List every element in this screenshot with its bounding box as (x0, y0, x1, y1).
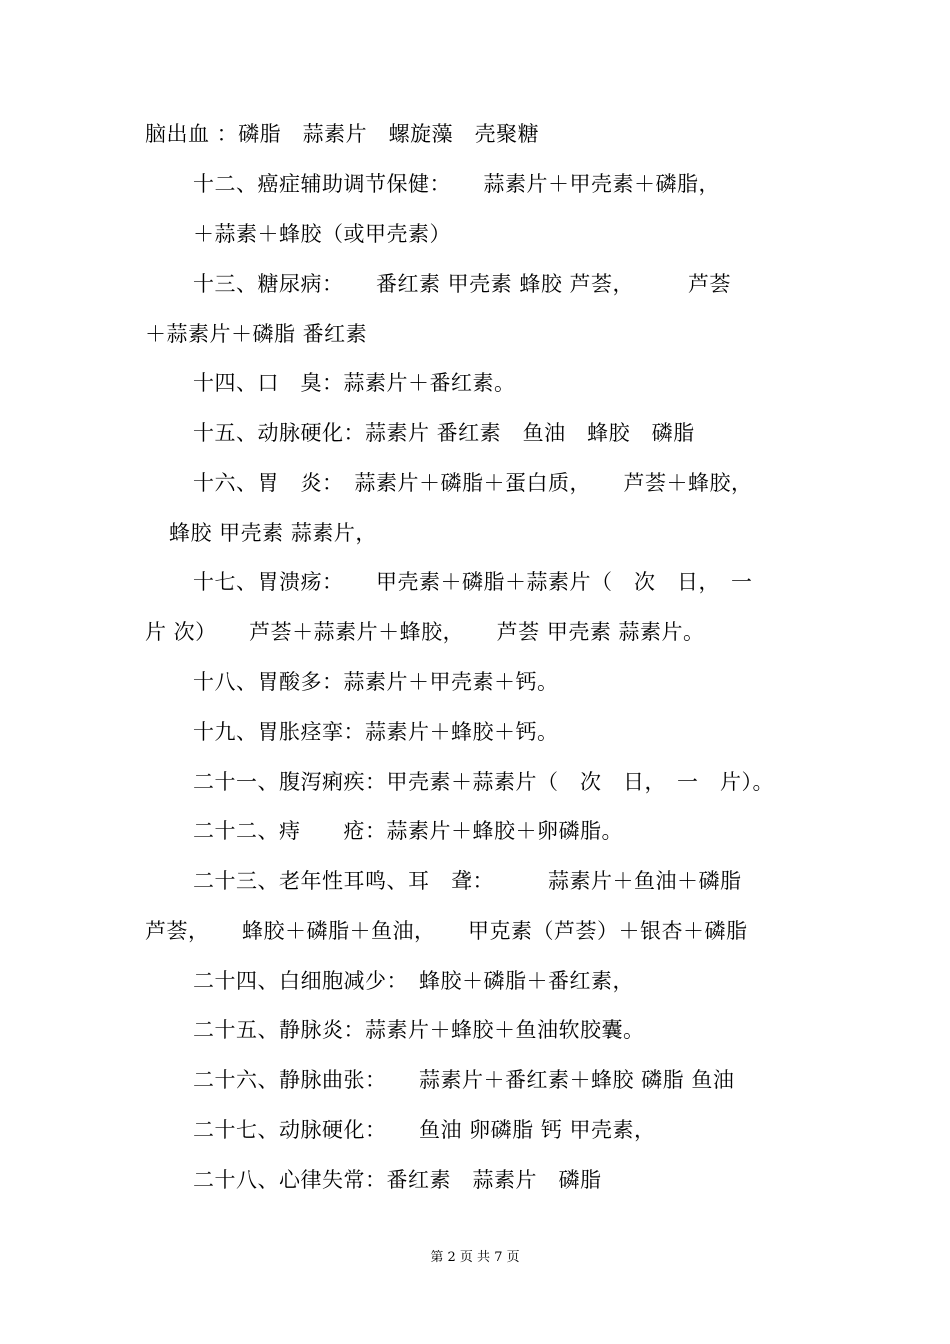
text-line: 二十三、老年性耳鸣、耳 聋： 蒜素片＋鱼油＋磷脂 (193, 869, 742, 893)
text-line: ＋蒜素＋蜂胶（或甲壳素） (193, 222, 451, 246)
text-line: 二十五、静脉炎：蒜素片＋蜂胶＋鱼油软胶囊。 (193, 1018, 645, 1042)
text-line: 芦荟， 蜂胶＋磷脂＋鱼油， 甲克素（芦荟）＋银杏＋磷脂 (145, 919, 748, 943)
text-line: 二十一、腹泻痢疾：甲壳素＋蒜素片（ 次 日， 一 片）。 (193, 770, 774, 794)
text-line: 十六、胃 炎： 蒜素片＋磷脂＋蛋白质， 芦荟＋蜂胶， (193, 471, 753, 495)
text-line: 片 次） 芦荟＋蒜素片＋蜂胶， 芦荟 甲壳素 蒜素片。 (145, 620, 705, 644)
text-line: 脑出血 ：磷脂 蒜素片 螺旋藻 壳聚糖 (145, 122, 540, 146)
text-line: 二十二、痔 疮：蒜素片＋蜂胶＋卵磷脂。 (193, 819, 623, 843)
text-line: 蜂胶 甲壳素 蒜素片， (169, 521, 377, 545)
text-line: 十八、胃酸多：蒜素片＋甲壳素＋钙。 (193, 670, 559, 694)
text-line: 二十八、心律失常：番红素 蒜素片 磷脂 (193, 1168, 602, 1192)
page-number-footer: 第 2 页 共 7 页 (430, 1250, 520, 1265)
text-line: 十五、动脉硬化：蒜素片 番红素 鱼油 蜂胶 磷脂 (193, 421, 695, 445)
text-line: 十三、糖尿病： 番红素 甲壳素 蜂胶 芦荟， 芦荟 (193, 272, 732, 296)
text-line: 二十六、静脉曲张： 蒜素片＋番红素＋蜂胶 磷脂 鱼油 (193, 1068, 735, 1092)
text-line: ＋蒜素片＋磷脂 番红素 (145, 322, 368, 346)
text-line: 二十四、白细胞减少： 蜂胶＋磷脂＋番红素， (193, 969, 634, 993)
text-line: 二十七、动脉硬化： 鱼油 卵磷脂 钙 甲壳素， (193, 1118, 656, 1142)
text-line: 十二、癌症辅助调节保健： 蒜素片＋甲壳素＋磷脂， (193, 172, 720, 196)
text-line: 十七、胃溃疡： 甲壳素＋磷脂＋蒜素片（ 次 日， 一 (193, 570, 753, 594)
text-line: 十九、胃胀痉挛：蒜素片＋蜂胶＋钙。 (193, 720, 559, 744)
text-line: 十四、口 臭：蒜素片＋番红素。 (193, 371, 516, 395)
